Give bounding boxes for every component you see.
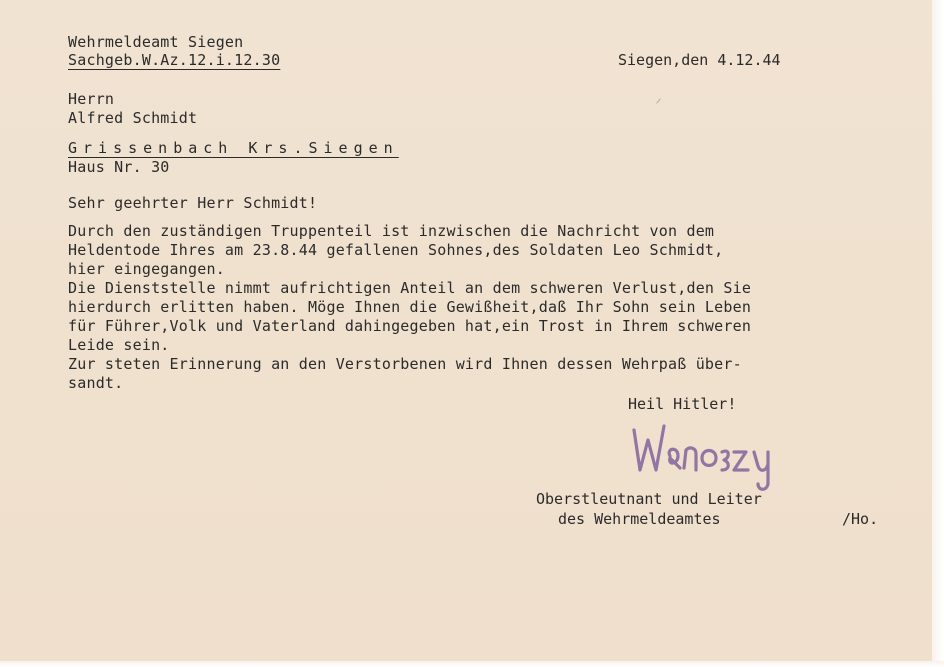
recipient-salutation: Herrn	[68, 90, 115, 108]
office-name: Wehrmeldeamt Siegen	[68, 33, 244, 51]
body-line: für Führer,Volk und Vaterland dahingegeben hat,ein Trost in Ihrem schweren	[68, 317, 752, 335]
body-line: Zur steten Erinnerung an den Verstorbenen wird Ihnen dessen Wehrpaß über-	[68, 355, 742, 373]
letter-date: Siegen,den 4.12.44	[618, 51, 781, 69]
body-line: sandt.	[68, 374, 124, 392]
paper-mark	[656, 98, 661, 103]
paper-edge-bottom	[0, 661, 944, 667]
recipient-house: Haus Nr. 30	[68, 158, 170, 176]
body-line: Leide sein.	[68, 336, 170, 354]
recipient-name: Alfred Schmidt	[68, 109, 198, 127]
handwritten-signature	[626, 418, 796, 498]
body-line: Durch den zuständigen Truppenteil ist inzwischen die Nachricht von dem	[68, 222, 715, 240]
greeting: Sehr geehrter Herr Schmidt!	[68, 194, 318, 212]
recipient-place: Grissenbach Krs.Siegen	[68, 139, 399, 157]
closing-phrase: Heil Hitler!	[628, 395, 737, 413]
body-line: Die Dienststelle nimmt aufrichtigen Anteil an dem schweren Verlust,den Sie	[68, 279, 752, 297]
body-line: Heldentode Ihres am 23.8.44 gefallenen Sohnes,des Soldaten Leo Schmidt,	[68, 241, 724, 259]
body-line: hier eingegangen.	[68, 260, 225, 278]
paper-edge-right	[932, 0, 944, 667]
body-line: hierdurch erlitten haben. Möge Ihnen die Gewißheit,daß Ihr Sohn sein Leben	[68, 298, 752, 316]
reference-number: Sachgeb.W.Az.12.i.12.30	[68, 51, 281, 69]
signer-title-line-1: Oberstleutnant und Leiter	[536, 490, 762, 508]
signer-title-line-2: des Wehrmeldeamtes	[558, 510, 721, 528]
typist-initials: /Ho.	[842, 510, 879, 528]
